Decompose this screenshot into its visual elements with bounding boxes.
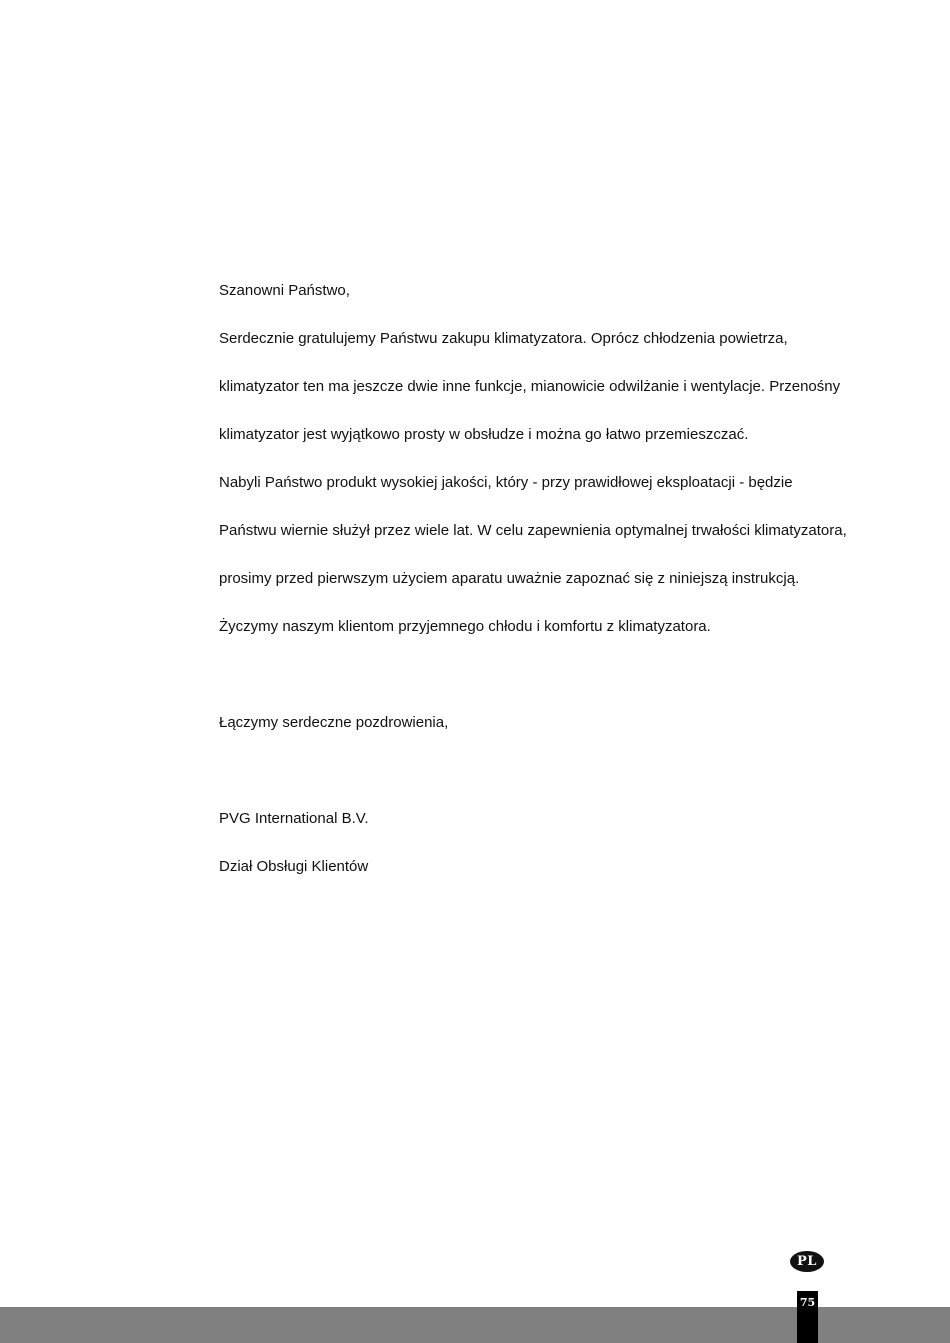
company-name: PVG International B.V.	[219, 810, 369, 827]
body-line: Państwu wiernie służył przez wiele lat. W celu zapewnienia optymalnej trwałości klimatyzatora,	[219, 522, 847, 539]
letter	[219, 279, 919, 879]
greeting: Szanowni Państwo,	[219, 282, 350, 299]
body-line: klimatyzator ten ma jeszcze dwie inne funkcje, mianowicie odwilżanie i wentylacje. Przenośny	[219, 378, 841, 395]
page-number-tab	[797, 1291, 818, 1343]
department-name: Dział Obsługi Klientów	[219, 858, 369, 875]
body-line: klimatyzator jest wyjątkowo prosty w obsłudze i można go łatwo przemieszczać.	[219, 426, 749, 443]
closing: Łączymy serdeczne pozdrowienia,	[219, 714, 449, 731]
body-line: Nabyli Państwo produkt wysokiej jakości, który - przy prawidłowej eksploatacji - będzie	[219, 474, 793, 491]
body-line: Życzymy naszym klientom przyjemnego chłodu i komfortu z klimatyzatora.	[219, 618, 711, 635]
body-line: Serdecznie gratulujemy Państwu zakupu klimatyzatora. Oprócz chłodzenia powietrza,	[219, 330, 788, 347]
language-badge: PL	[790, 1251, 824, 1272]
page-number: 75	[799, 1296, 816, 1309]
body-line: prosimy przed pierwszym użyciem aparatu uważnie zapoznać się z niniejszą instrukcją.	[219, 570, 800, 587]
